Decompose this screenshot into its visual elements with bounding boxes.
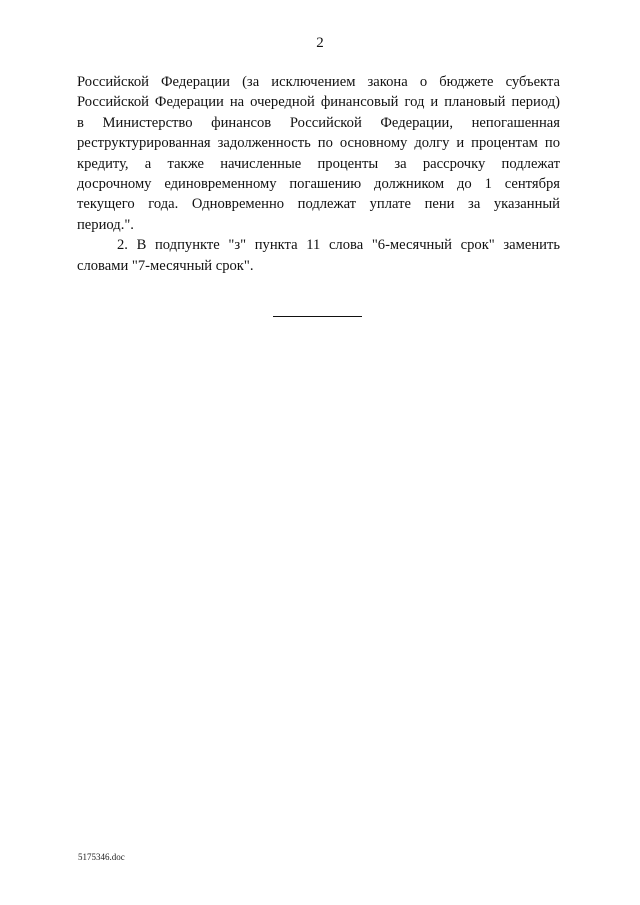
paragraph-line: Российской Федерации на очередной финансовый год и плановый период) (77, 94, 560, 111)
paragraph-line: досрочному единовременному погашению должником до 1 сентября (77, 175, 560, 192)
end-separator-line (273, 316, 362, 317)
paragraph-2 (77, 235, 560, 276)
document-body (77, 72, 560, 276)
paragraph-line: в Министерство финансов Российской Федерации, непогашенная (77, 114, 560, 131)
paragraph-1 (77, 72, 560, 235)
paragraph-line: Российской Федерации (за исключением закона о бюджете субъекта (77, 74, 560, 90)
paragraph-line: 2. В подпункте "з" пункта 11 слова "6-месячный срок" заменить (117, 237, 560, 254)
paragraph-line: кредиту, а также начисленные проценты за рассрочку подлежат (77, 155, 560, 172)
paragraph-line: словами "7-месячный срок". (77, 257, 254, 274)
paragraph-line: период.". (77, 216, 134, 233)
footer-filename: 5175346.doc (78, 852, 125, 862)
paragraph-line: текущего года. Одновременно подлежат уплате пени за указанный (77, 196, 560, 213)
paragraph-line: реструктурированная задолженность по основному долгу и процентам по (77, 135, 560, 152)
page-number: 2 (316, 35, 324, 51)
